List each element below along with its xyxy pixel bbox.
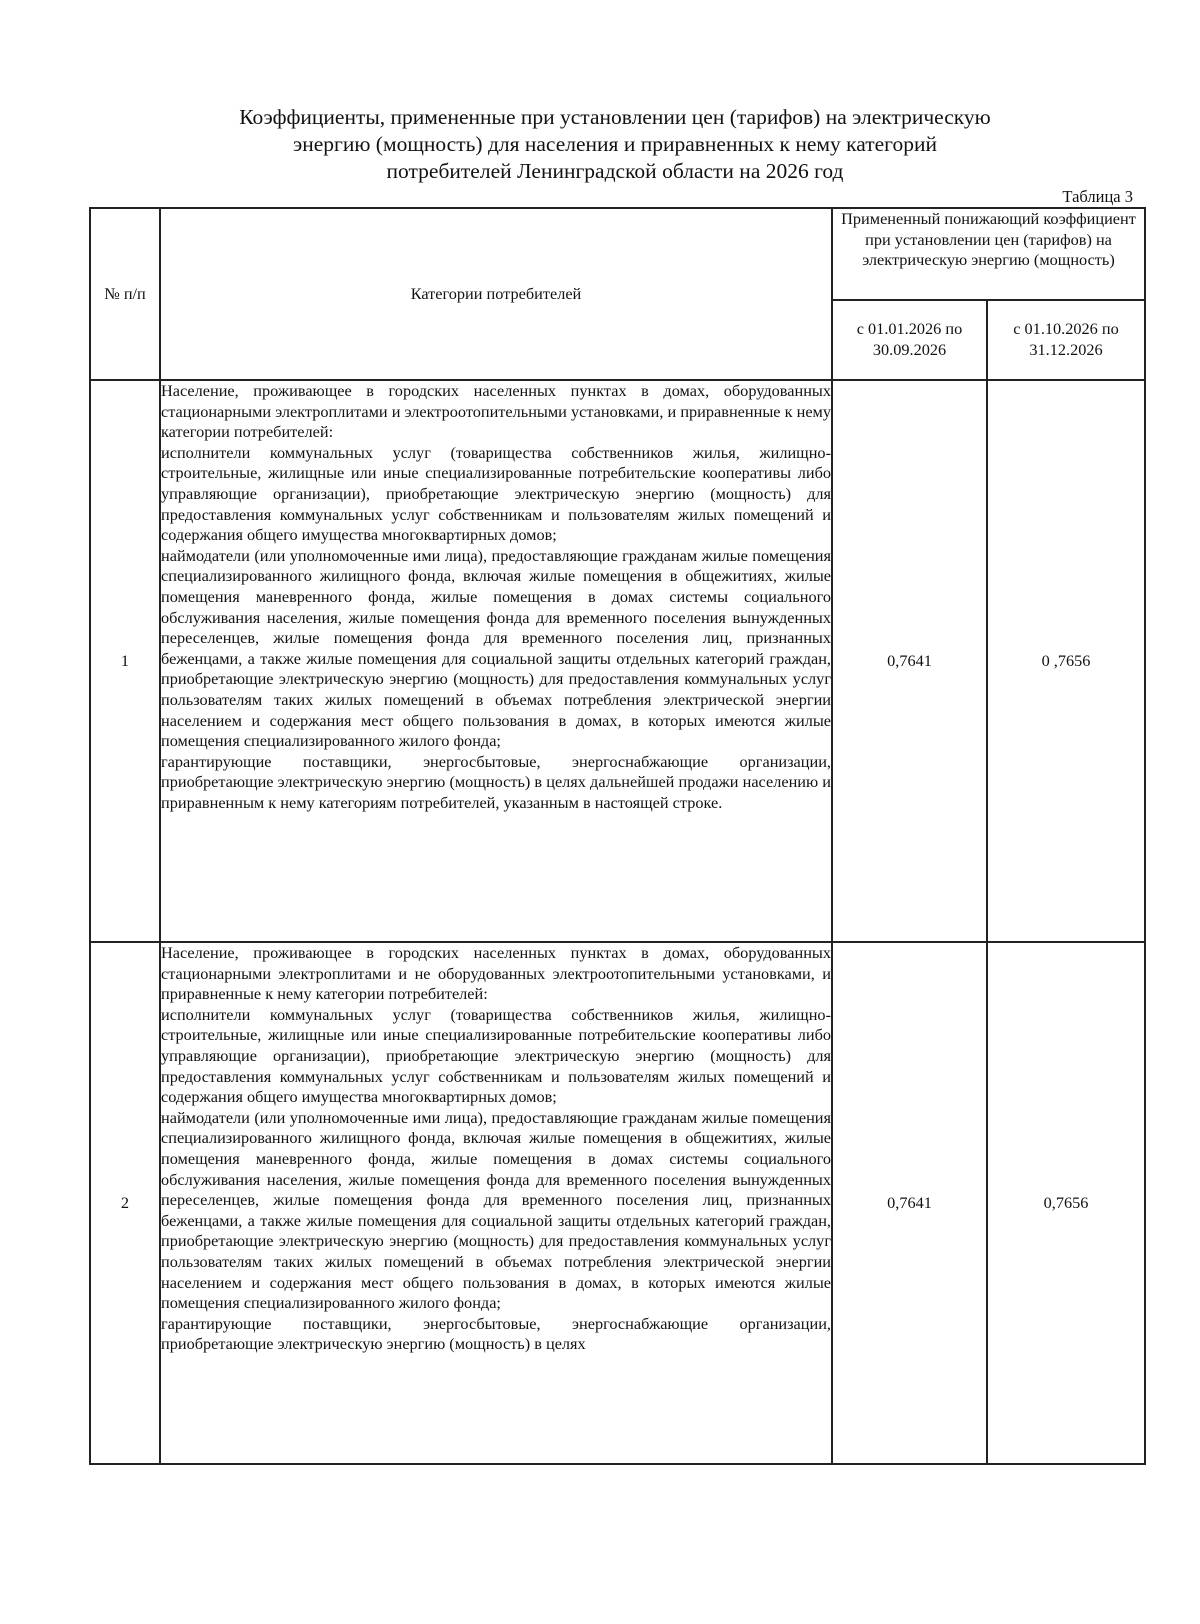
- document-title: [150, 104, 1080, 185]
- table-label: Таблица 3: [1062, 187, 1133, 206]
- row-number: 1: [90, 380, 160, 942]
- category-paragraph: гарантирующие поставщики, энергосбытовые, энергоснабжающие организации, приобретающие электрическую энергию (мощность) в целях дальнейшей продажи населению и приравненным к нему категориям потребителей, указанным в настоящей строке.: [161, 751, 831, 812]
- row-number: 2: [90, 942, 160, 1464]
- coefficients-table: [89, 207, 1146, 1465]
- table-header-row: [90, 208, 1145, 300]
- header-category: Категории потребителей: [160, 208, 832, 380]
- header-coefficient: Примененный понижающий коэффициент при установлении цен (тарифов) на электрическую энергию (мощность): [832, 208, 1145, 300]
- category-paragraph: гарантирующие поставщики, энергосбытовые, энергоснабжающие организации, приобретающие электрическую энергию (мощность) в целях: [161, 1313, 831, 1354]
- table-row: [90, 380, 1145, 942]
- row-value-period-1: 0,7641: [832, 942, 987, 1464]
- category-paragraph: Население, проживающее в городских населенных пунктах в домах, оборудованных стационарными электроплитами и не оборудованных электроотопительными установками, и приравненные к нему категории потребителей:: [161, 943, 831, 1004]
- row-value-period-2: 0 ,7656: [987, 380, 1145, 942]
- header-num: № п/п: [90, 208, 160, 380]
- header-period-1: с 01.01.2026 по 30.09.2026: [832, 300, 987, 380]
- category-paragraph: наймодатели (или уполномоченные ими лица), предоставляющие гражданам жилые помещения специализированного жилищного фонда, включая жилые помещения в общежитиях, жилые помещения маневренного фонда, жилые помещения в домах системы социального обслуживания населения, жилые помещения фонда для временного поселения вынужденных переселенцев, жилые помещения фонда для временного поселения лиц, признанных беженцами, а также жилые помещения для социальной защиты отдельных категорий граждан, приобретающие электрическую энергию (мощность) для предоставления коммунальных услуг пользователям таких жилых помещений в объемах потребления электрической энергии населением и содержания мест общего пользования в домах, в которых имеются жилые помещения специализированного жилого фонда;: [161, 1107, 831, 1313]
- row-category-text: [160, 380, 832, 942]
- row-category-text: [160, 942, 832, 1464]
- row-value-period-2: 0,7656: [987, 942, 1145, 1464]
- title-line-1: Коэффициенты, примененные при установлении цен (тарифов) на электрическую: [239, 105, 991, 129]
- header-period-2: с 01.10.2026 по 31.12.2026: [987, 300, 1145, 380]
- row-value-period-1: 0,7641: [832, 380, 987, 942]
- table-row: [90, 942, 1145, 1464]
- row-text-clip: [161, 943, 831, 1459]
- title-line-2: энергию (мощность) для населения и приравненных к нему категорий: [293, 132, 937, 156]
- category-paragraph: исполнители коммунальных услуг (товарищества собственников жилья, жилищно-строительные, жилищные или иные специализированные потребительские кооперативы либо управляющие организации), приобретающие электрическую энергию (мощность) для предоставления коммунальных услуг собственникам и пользователям жилых помещений и содержания общего имущества многоквартирных домов;: [161, 442, 831, 545]
- title-line-3: потребителей Ленинградской области на 2026 год: [386, 159, 844, 183]
- category-paragraph: Население, проживающее в городских населенных пунктах в домах, оборудованных стационарными электроплитами и электроотопительными установками, и приравненные к нему категории потребителей:: [161, 381, 831, 442]
- category-paragraph: исполнители коммунальных услуг (товарищества собственников жилья, жилищно-строительные, жилищные или иные специализированные потребительские кооперативы либо управляющие организации), приобретающие электрическую энергию (мощность) для предоставления коммунальных услуг собственникам и пользователям жилых помещений и содержания общего имущества многоквартирных домов;: [161, 1004, 831, 1107]
- category-paragraph: наймодатели (или уполномоченные ими лица), предоставляющие гражданам жилые помещения специализированного жилищного фонда, включая жилые помещения в общежитиях, жилые помещения маневренного фонда, жилые помещения в домах системы социального обслуживания населения, жилые помещения фонда для временного поселения вынужденных переселенцев, жилые помещения фонда для временного поселения лиц, признанных беженцами, а также жилые помещения для социальной защиты отдельных категорий граждан, приобретающие электрическую энергию (мощность) для предоставления коммунальных услуг пользователям таких жилых помещений в объемах потребления электрической энергии населением и содержания мест общего пользования в домах, в которых имеются жилые помещения специализированного жилого фонда;: [161, 545, 831, 751]
